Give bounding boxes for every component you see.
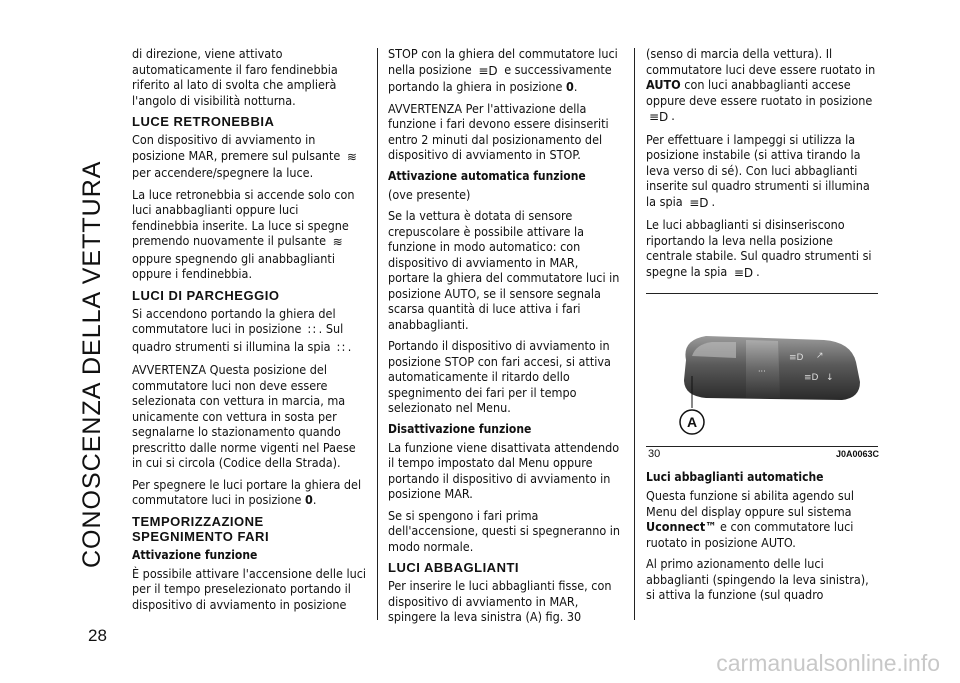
column-3 (646, 46, 878, 287)
paragraph: Se si spengono i fari prima dell'accensione, questi si spegneranno in modo normale. (388, 507, 621, 554)
svg-text:≡D: ≡D (804, 373, 819, 383)
paragraph: AVVERTENZA Questa posizione del commutatore luci non deve essere selezionata con vettura in marcia, ma unicamente con vettura in sosta per segnalarne lo stazionamento quando prescritto dalle norme vigenti nel Paese in cui si circola (Codice della Strada). (132, 362, 356, 470)
paragraph: (ove presente) (388, 186, 471, 202)
paragraph: Portando il dispositivo di avviamento in posizione STOP con fari accesi, si attiva automaticamente il ritardo dello spegnimento dei fari per il tempo selezionato nel Menu. (388, 338, 611, 415)
subheading-activation: Attivazione funzione (132, 547, 258, 562)
paragraph: AVVERTENZA Per l'attivazione della funzione i fari devono essere disinseriti entro 2 minuti dal posizionamento del dispositivo di avviamento in STOP. (388, 100, 609, 162)
paragraph: STOP con la ghiera del commutatore luci nella posizione ≡D e successivamente portando la ghiera in posizione 0. (388, 46, 618, 94)
figure-code: J0A0063C (836, 449, 880, 459)
subheading-deactivation: Disattivazione funzione (388, 421, 532, 436)
column-1 (132, 46, 367, 618)
paragraph: La funzione viene disattivata attendendo il tempo impostato dal Menu oppure portando il dispositivo di avviamento in posizione MAR. (388, 439, 620, 501)
figure-rule (646, 446, 878, 447)
column-3-continued (646, 466, 878, 609)
svg-text:≡D: ≡D (789, 353, 804, 363)
paragraph: La luce retronebbia si accende solo con luci anabbaglianti oppure luci fendinebbia inserite. La luce si spegne premendo nuovamente il pulsante ≋ oppure spegnendo gli anabbaglianti oppure i fendinebbia. (132, 186, 355, 281)
high-beam-icon: ≡D (689, 195, 709, 210)
paragraph: Per inserire le luci abbaglianti fisse, con dispositivo di avviamento in MAR, spingere la leva sinistra (A) fig. 30 (388, 578, 612, 624)
paragraph: È possibile attivare l'accensione delle luci per il tempo preselezionato portando il dispositivo di avviamento in posizione (132, 565, 367, 612)
low-beam-icon: ≡D (649, 110, 669, 124)
paragraph: Se la vettura è dotata di sensore crepuscolare è possibile attivare la funzione in modo automatico: con dispositivo di avviamento in MAR, portare la ghiera del commutatore luci in posizione AUTO, se il sensore segnala scarsa quantità di luce attiva i fari anabbaglianti. (388, 208, 620, 332)
parking-light-icon: ∷ (308, 323, 316, 337)
svg-text:↓: ↓ (826, 373, 834, 383)
column-2 (388, 46, 623, 631)
paragraph: Per spegnere le luci portare la ghiera del commutatore luci in posizione 0. (132, 476, 362, 507)
svg-text:↗: ↗ (816, 351, 824, 361)
rear-fog-light-icon: ≋ (346, 149, 357, 164)
watermark: carmanualsonline.info (716, 650, 940, 676)
high-beam-icon: ≡D (733, 265, 754, 280)
light-stalk-illustration (646, 300, 878, 444)
figure-number: 30 (648, 448, 661, 460)
paragraph: Con dispositivo di avviamento in posizione MAR, premere sul pulsante ≋ per accendere/spegnere la luce. (132, 132, 357, 180)
column-divider (377, 48, 378, 620)
subheading-auto-high-beam: Luci abbaglianti automatiche (646, 470, 824, 484)
svg-text:···: ··· (758, 367, 766, 376)
paragraph: (senso di marcia della vettura). Il commutatore luci deve essere ruotato in AUTO con luci anabbaglianti accese oppure deve essere ruotato in posizione ≡D . (646, 46, 876, 124)
paragraph: Per effettuare i lampeggi si utilizza la posizione instabile (si attiva tirando la leva verso di sé). Con luci abbaglianti inserite sul quadro strumenti si illumina la spia ≡D . (646, 131, 870, 210)
paragraph: Questa funzione si abilita agendo sul Menu del display oppure sul sistema Uconnect™ e con commutatore luci ruotato in posizione AUTO. (646, 488, 854, 550)
figure-label-a: A (686, 414, 698, 430)
paragraph: Si accendono portando la ghiera del commutatore luci in posizione ∷ . Sul quadro strumenti si illumina la spia ∷ . (132, 305, 352, 355)
heading-headlight-timer: TEMPORIZZAZIONE SPEGNIMENTO FARI (132, 513, 270, 544)
paragraph: Al primo azionamento delle luci abbaglianti (spingendo la leva sinistra), si attiva la funzione (sul quadro (646, 556, 869, 602)
column-divider (634, 48, 635, 620)
paragraph: di direzione, viene attivato automaticamente il faro fendinebbia riferito al lato di svolta che amplierà l'angolo di visibilità notturna. (132, 46, 338, 108)
section-title: CONOSCENZA DELLA VETTURA (78, 160, 106, 568)
heading-high-beam: LUCI ABBAGLIANTI (388, 560, 520, 575)
page-number: 28 (88, 626, 107, 645)
figure-rule (646, 293, 878, 294)
low-beam-icon: ≡D (478, 63, 498, 78)
paragraph: Le luci abbaglianti si disinseriscono riportando la leva nella posizione centrale stabile. Sul quadro strumenti si spegne la spia ≡D . (646, 217, 872, 280)
heading-rear-fog: LUCE RETRONEBBIA (132, 114, 275, 129)
rear-fog-light-icon: ≋ (332, 235, 343, 249)
heading-parking-lights: LUCI DI PARCHEGGIO (132, 287, 280, 303)
figure-light-stalk (646, 300, 878, 444)
subheading-auto-activation: Attivazione automatica funzione (388, 168, 586, 183)
parking-light-icon: ∷ (337, 340, 345, 355)
